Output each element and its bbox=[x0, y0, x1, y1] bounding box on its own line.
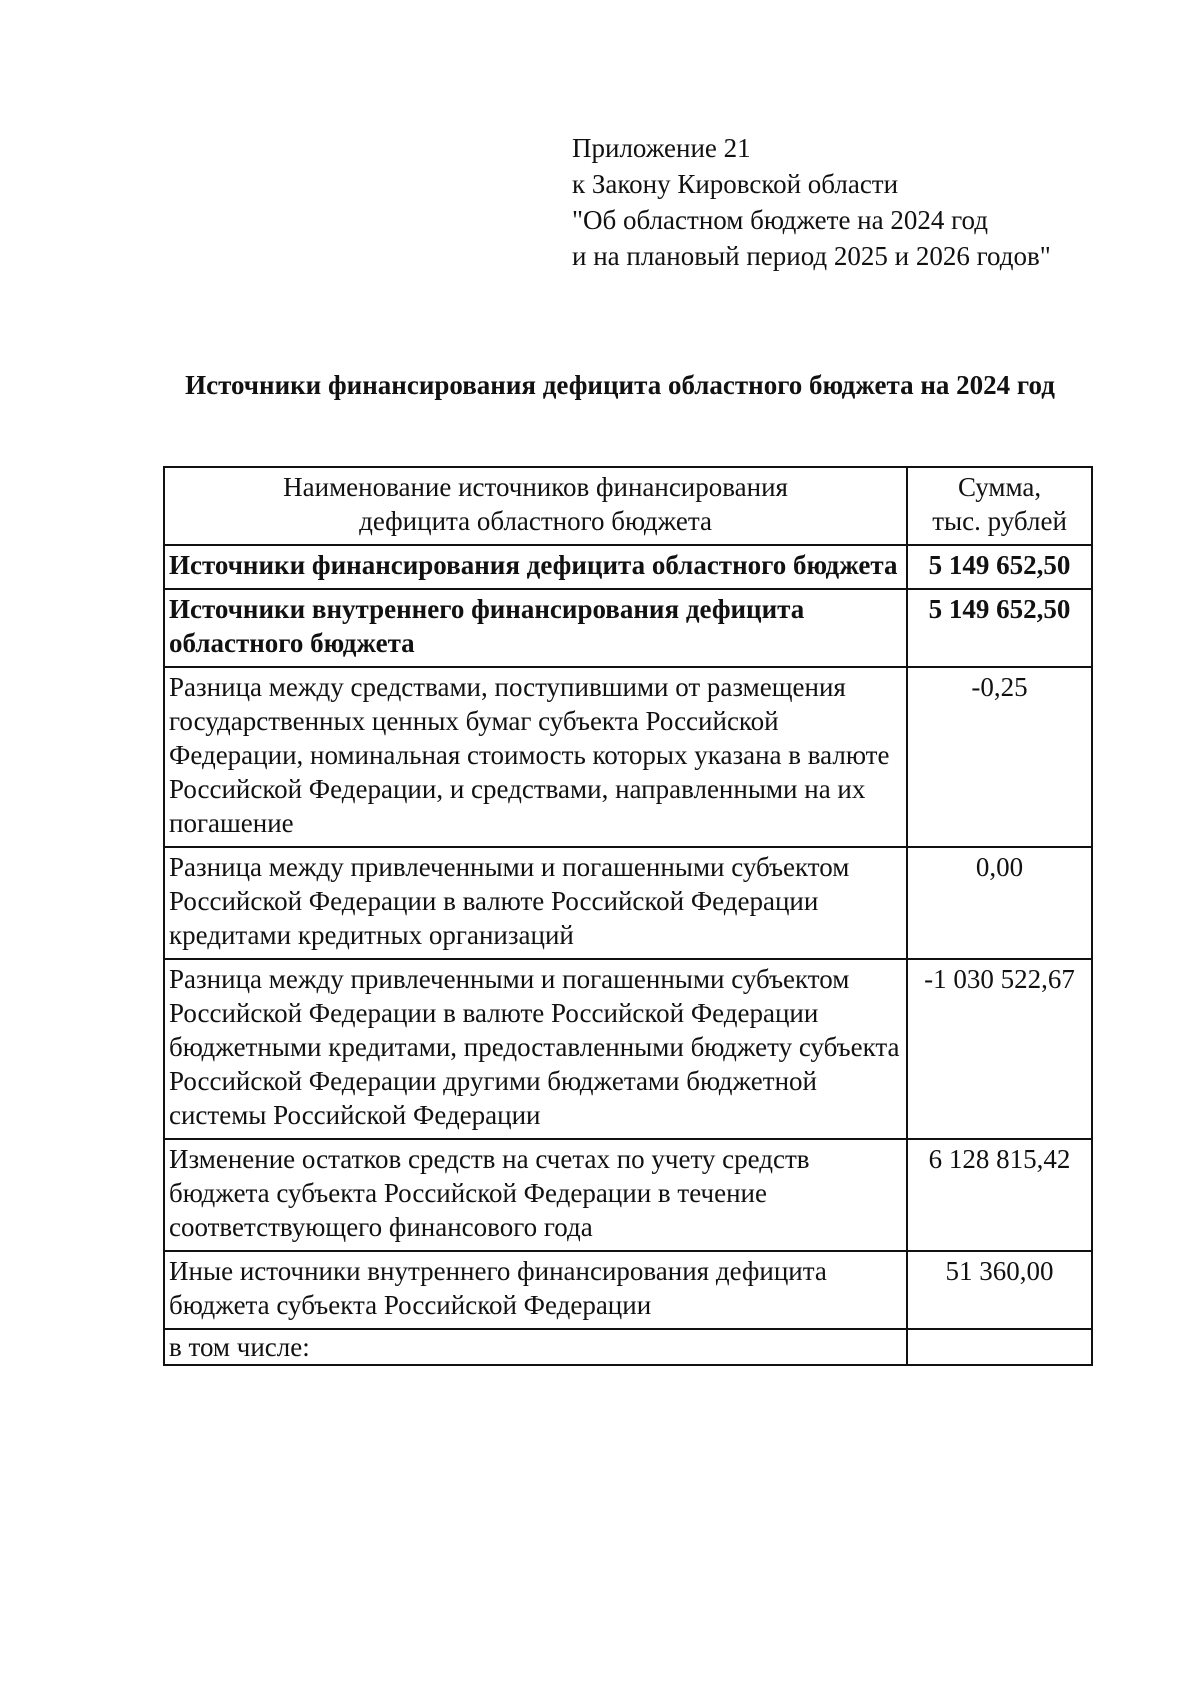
document-title: Источники финансирования дефицита областного бюджета на 2024 год bbox=[185, 370, 1055, 400]
table-row bbox=[164, 1329, 1092, 1365]
table-row bbox=[164, 1251, 1092, 1329]
row-amount: 5 149 652,50 bbox=[907, 589, 1092, 667]
row-name: Разница между привлеченными и погашенными субъектом Российской Федерации в валюте Российской Федерации кредитами кредитных организаций bbox=[164, 847, 907, 959]
column-header-amount-line2: тыс. рублей bbox=[932, 506, 1067, 536]
table-row bbox=[164, 667, 1092, 847]
column-header-name: Наименование источников финансирования дефицита областного бюджета bbox=[164, 467, 907, 545]
table-row bbox=[164, 1139, 1092, 1251]
financing-sources-table bbox=[163, 466, 1093, 1366]
row-amount: 51 360,00 bbox=[907, 1251, 1092, 1329]
appendix-number: Приложение 21 bbox=[572, 133, 751, 163]
table-row bbox=[164, 589, 1092, 667]
table-row bbox=[164, 847, 1092, 959]
appendix-law-title: "Об областном бюджете на 2024 год bbox=[572, 205, 988, 235]
appendix-header bbox=[572, 130, 1051, 274]
table-header-row bbox=[164, 467, 1092, 545]
row-amount: -0,25 bbox=[907, 667, 1092, 847]
row-amount: 0,00 bbox=[907, 847, 1092, 959]
appendix-law-title-continued: и на плановый период 2025 и 2026 годов" bbox=[572, 241, 1051, 271]
column-header-amount bbox=[907, 467, 1092, 545]
column-header-amount-line1: Сумма, bbox=[957, 472, 1042, 502]
table-row bbox=[164, 959, 1092, 1139]
appendix-law-reference: к Закону Кировской области bbox=[572, 169, 899, 199]
row-amount: -1 030 522,67 bbox=[907, 959, 1092, 1139]
row-amount: 5 149 652,50 bbox=[907, 545, 1092, 589]
row-name: Разница между средствами, поступившими от размещения государственных ценных бумаг субъекта Российской Федерации, номинальная стоимость которых указана в валюте Российской Федерации, и средствами, направленными на их погашение bbox=[164, 667, 907, 847]
row-name: Разница между привлеченными и погашенными субъектом Российской Федерации в валюте Российской Федерации бюджетными кредитами, предоставленными бюджету субъекта Российской Федерации другими бюджетами бюджетной системы Российской Федерации bbox=[164, 959, 907, 1139]
row-name: Изменение остатков средств на счетах по учету средств бюджета субъекта Российской Федерации в течение соответствующего финансового года bbox=[164, 1139, 907, 1251]
row-name: Источники внутреннего финансирования дефицита областного бюджета bbox=[164, 589, 907, 667]
row-name: в том числе: bbox=[164, 1329, 907, 1365]
row-name: Источники финансирования дефицита областного бюджета bbox=[164, 545, 907, 589]
row-amount bbox=[907, 1329, 1092, 1365]
row-name: Иные источники внутреннего финансирования дефицита бюджета субъекта Российской Федерации bbox=[164, 1251, 907, 1329]
table-row bbox=[164, 545, 1092, 589]
row-amount: 6 128 815,42 bbox=[907, 1139, 1092, 1251]
